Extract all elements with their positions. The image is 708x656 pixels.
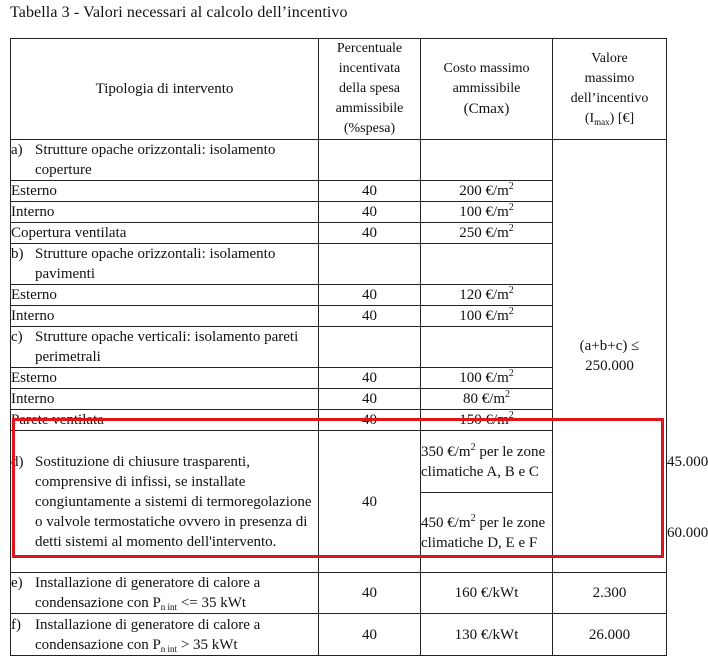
group-row-f: [11, 614, 667, 656]
group-f-perc: 40: [319, 614, 421, 656]
row-label: Interno: [11, 202, 319, 223]
group-title-c: c) Strutture opache verticali: isolamento pareti perimetrali: [11, 327, 319, 368]
row-cost: 150 $€/m^2$: [421, 410, 553, 431]
group-title-f: f) Installazione di generatore di calore a condensazione con $P_{n int} > 35$ kWt: [11, 614, 319, 656]
row-perc: 40: [319, 306, 421, 327]
header-costo-line: (Cmax): [463, 100, 510, 117]
header-valore-line: massimo: [584, 71, 635, 86]
group-d-cost-2: 450 $€/m^2$ per le zone climatiche D, E e F: [421, 493, 553, 573]
group-e-cost: 160 €/kWt: [421, 573, 553, 614]
header-imax: $(I_{max})$ [€]: [584, 111, 635, 127]
header-percentuale-line: ammissibile: [335, 101, 404, 116]
header-valore: [553, 39, 667, 140]
header-valore-line: dell’incentivo: [570, 91, 649, 106]
row-label: Copertura ventilata: [11, 223, 319, 244]
incentive-table: [10, 38, 708, 656]
group-row-d: d) Sostituzione di chiusure trasparenti, comprensive di infissi, se installate congiuntamente a sistemi di termoregolazione o valvole termostatiche ovvero in presenza di detti sistemi al momento dell'intervento. 40 350 $€/m^2$ per le zone climatiche A, B e C 45.000: [11, 431, 667, 493]
row-cost: 100 $€/m^2$: [421, 306, 553, 327]
header-costo: [421, 39, 553, 140]
header-tipologia: Tipologia di intervento: [11, 39, 319, 140]
group-title-d: d) Sostituzione di chiusure trasparenti, comprensive di infissi, se installate congiuntamente a sistemi di termoregolazione o valvole termostatiche ovvero in presenza di detti sistemi al momento dell'intervento.: [11, 431, 319, 573]
row-label: Interno: [11, 306, 319, 327]
row-label: Esterno: [11, 181, 319, 202]
header-costo-line: Costo massimo: [443, 60, 530, 76]
row-label: Parete ventilata: [11, 410, 319, 431]
group-f-value: 26.000: [553, 614, 667, 656]
row-label: Esterno: [11, 368, 319, 389]
row-perc: 40: [319, 410, 421, 431]
group-e-value: 2.300: [553, 573, 667, 614]
row-perc: 40: [319, 285, 421, 306]
group-d-cost-1: 350 $€/m^2$ per le zone climatiche A, B e C: [421, 431, 553, 493]
row-perc: 40: [319, 368, 421, 389]
row-perc: 40: [319, 202, 421, 223]
row-perc: 40: [319, 181, 421, 202]
abc-total-cell: [553, 140, 667, 573]
row-perc: 40: [319, 389, 421, 410]
group-title-a: a) Strutture opache orizzontali: isolamento coperture: [11, 140, 319, 181]
row-cost: 100 $€/m^2$: [421, 368, 553, 389]
row-cost: 100 $€/m^2$: [421, 202, 553, 223]
group-row-e: [11, 573, 667, 614]
header-percentuale-line: Percentuale: [336, 41, 403, 56]
header-valore-line: Valore: [591, 51, 628, 66]
group-row-a: [11, 140, 667, 181]
group-f-cost: 130 €/kWt: [421, 614, 553, 656]
row-label: Esterno: [11, 285, 319, 306]
row-cost: 200 $€/m^2$: [421, 181, 553, 202]
abc-total-line2: 250.000: [585, 358, 634, 374]
header-costo-line: ammissibile: [452, 80, 521, 96]
row-cost: 250 $€/m^2$: [421, 223, 553, 244]
row-cost: 120 $€/m^2$: [421, 285, 553, 306]
group-row-d-2: 450 $€/m^2$ per le zone climatiche D, E e F 60.000: [11, 493, 667, 573]
header-percentuale-line: incentivata: [338, 61, 401, 76]
table-caption: Tabella 3 - Valori necessari al calcolo dell’incentivo: [10, 4, 348, 21]
abc-total-line1: (a+b+c) ≤: [579, 338, 640, 354]
header-percentuale: [319, 39, 421, 140]
header-row: [11, 39, 667, 140]
row-perc: 40: [319, 223, 421, 244]
group-title-b: b) Strutture opache orizzontali: isolamento pavimenti: [11, 244, 319, 285]
group-d-perc: 40: [319, 431, 421, 573]
header-percentuale-line: (%spesa): [343, 121, 396, 136]
row-cost: 80 $€/m^2$: [421, 389, 553, 410]
group-title-e: e) Installazione di generatore di calore a condensazione con $P_{n int} <= 35$ kWt: [11, 573, 319, 614]
group-e-perc: 40: [319, 573, 421, 614]
header-percentuale-line: della spesa: [338, 81, 401, 96]
row-label: Interno: [11, 389, 319, 410]
